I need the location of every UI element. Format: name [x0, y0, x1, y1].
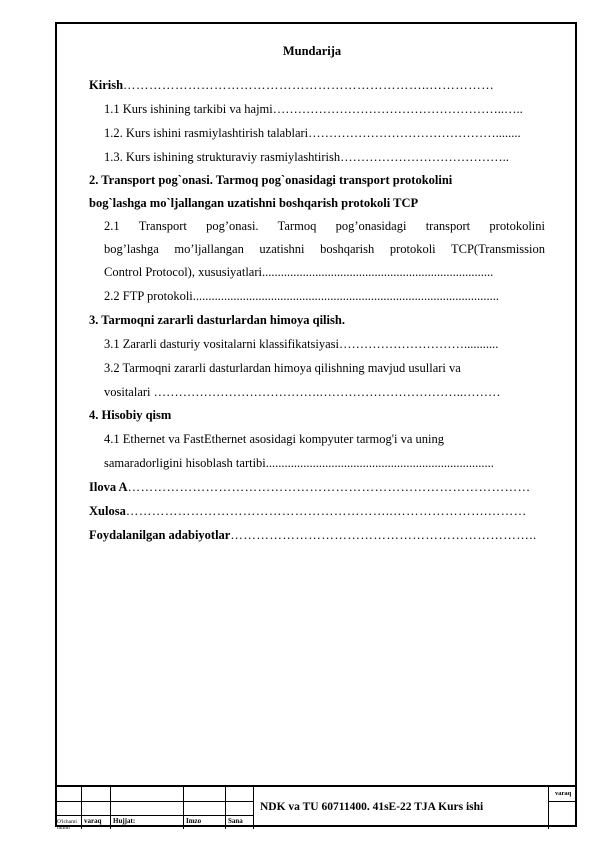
toc-entry-kirish [89, 77, 494, 94]
toc-entry-2-1-end: Control Protocol), xususiyatlari.......................................................................... [104, 265, 494, 279]
toc-dots: ………………………………………………………………………………… [127, 480, 531, 494]
stamp-row-divider [55, 801, 253, 802]
stamp-size-text: O'lchami [57, 819, 77, 825]
toc-label: Ilova A [89, 480, 128, 494]
toc-entry-3-2-cont: vositalari ………………………………….……………………………..……… [104, 385, 501, 399]
page-frame [55, 22, 577, 827]
toc-entry-2-1: 2.1 Transport pog’onasi. Tarmoq pog’onasidagi transport protokolini [104, 219, 545, 233]
stamp-sheet-label: varaq [555, 790, 572, 797]
toc-entry-4-1-cont: samaradorligini hisoblash tartibi......................................................................... [104, 456, 494, 470]
title-block-stamp [55, 785, 577, 829]
toc-entry-2-2: 2.2 FTP protokoli.................................................................................................. [104, 289, 500, 303]
stamp-col-varaq: varaq [84, 817, 102, 825]
toc-label: Foydalanilgan adabiyotlar [89, 528, 231, 542]
toc-label: Xulosa [89, 504, 126, 518]
stamp-row-divider [55, 815, 253, 816]
toc-entry-2-1-cont: bog’lashga mo’ljallangan uzatishni boshqarish protokoli TCP(Transmission [104, 242, 545, 256]
toc-section-2-cont: bog`lashga mo`ljallangan uzatishni boshqarish protokoli TCP [89, 196, 419, 210]
stamp-col-hujjat: Hujjat: [113, 817, 136, 825]
stamp-col-divider [548, 787, 549, 829]
toc-dots: ……………………………………………………………..…………… [123, 78, 495, 92]
toc-section-2: 2. Transport pog`onasi. Tarmoq pog`onasidagi transport protokolini [89, 173, 453, 187]
stamp-col-imzo: Imzo [186, 817, 202, 825]
stamp-col-divider [253, 787, 254, 829]
toc-label: Kirish [89, 78, 124, 92]
toc-entry-xulosa [89, 503, 527, 520]
toc-section-3: 3. Tarmoqni zararli dasturlardan himoya qilish. [89, 313, 345, 327]
toc-entry-4-1: 4.1 Ethernet va FastEthernet asosidagi kompyuter tarmog'i va uning [104, 432, 445, 446]
toc-entry-ilova [89, 479, 531, 496]
toc-entry-1-3: 1.3. Kurs ishining strukturaviy rasmiylashtirish………………………………….. [104, 150, 509, 164]
stamp-row-divider [548, 801, 577, 802]
toc-entry-adabiyot [89, 527, 537, 544]
toc-title: Mundarija [282, 44, 342, 58]
document-number: NDK va TU 60711400. 41sE-22 TJA Kurs ishi [260, 801, 484, 813]
stamp-col-divider [81, 787, 82, 829]
stamp-col-divider [183, 787, 184, 829]
toc-dots: …………………………………………………………….. [230, 528, 537, 542]
stamp-size-label [57, 819, 77, 831]
toc-entry-3-1: 3.1 Zararli dasturiy vositalarni klassifikatsiyasi…………………………........... [104, 337, 499, 351]
stamp-col-divider [225, 787, 226, 829]
toc-dots: ……………………………………………………..………………….……… [125, 504, 527, 518]
toc-entry-1-2: 1.2. Kurs ishini rasmiylashtirish talablari………………………………………........ [104, 126, 521, 140]
stamp-col-sana: Sana [228, 817, 243, 825]
toc-entry-3-2: 3.2 Tarmoqni zararli dasturlardan himoya qilishning mavjud usullari va [104, 361, 461, 375]
stamp-col-divider [110, 787, 111, 829]
toc-section-4: 4. Hisobiy qism [89, 408, 172, 422]
toc-entry-1-1: 1.1 Kurs ishining tarkibi va hajmi………………………………………………..….. [104, 102, 523, 116]
stamp-size-text-2: mmm [57, 825, 70, 831]
